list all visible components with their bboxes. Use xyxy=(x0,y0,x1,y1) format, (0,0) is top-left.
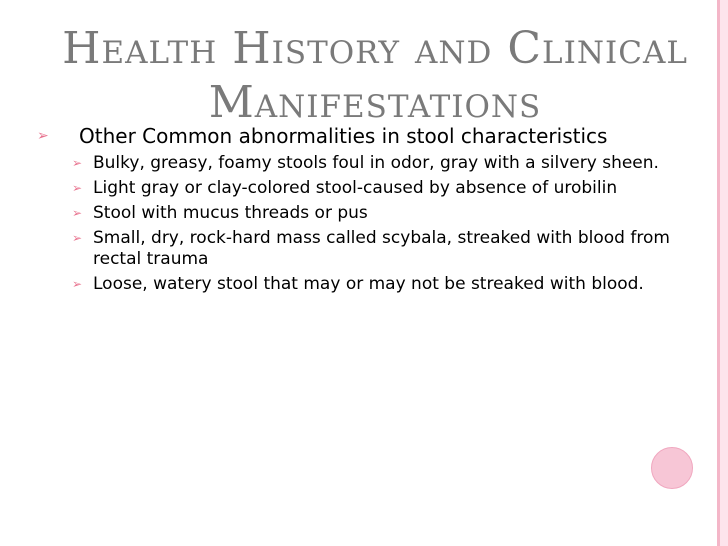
arrow-bullet-icon: ➢ xyxy=(72,277,83,291)
arrow-bullet-icon: ➢ xyxy=(72,156,83,170)
arrow-bullet-icon: ➢ xyxy=(37,128,49,144)
sub-bullet-item xyxy=(72,274,683,295)
sub-bullet-item xyxy=(72,153,683,174)
arrow-bullet-icon: ➢ xyxy=(72,206,83,220)
sub-bullet-text: Light gray or clay-colored stool-caused by absence of urobilin xyxy=(93,178,618,198)
bullet-heading-text: Other Common abnormalities in stool characteristics xyxy=(79,124,608,148)
bullet-heading xyxy=(37,124,697,148)
arrow-bullet-icon: ➢ xyxy=(72,181,83,195)
sub-bullet-item xyxy=(72,203,683,224)
sub-bullet-item xyxy=(72,178,683,199)
slide-title-line-1: Health History and Clinical xyxy=(62,23,688,74)
sub-bullet-item xyxy=(72,228,683,270)
arrow-bullet-icon: ➢ xyxy=(72,231,83,245)
slide-content xyxy=(37,124,697,299)
decorative-circle xyxy=(651,447,693,489)
right-border-band xyxy=(720,0,728,546)
slide-title-line-2: Manifestations xyxy=(208,77,542,128)
sub-bullet-text: Bulky, greasy, foamy stools foul in odor, gray with a silvery sheen. xyxy=(93,153,659,173)
sub-bullet-text: Stool with mucus threads or pus xyxy=(93,203,368,223)
sub-bullet-text: Loose, watery stool that may or may not be streaked with blood. xyxy=(93,274,644,294)
sub-bullet-text: Small, dry, rock-hard mass called scybala, streaked with blood from rectal trauma xyxy=(93,228,670,269)
slide-title xyxy=(60,22,690,130)
